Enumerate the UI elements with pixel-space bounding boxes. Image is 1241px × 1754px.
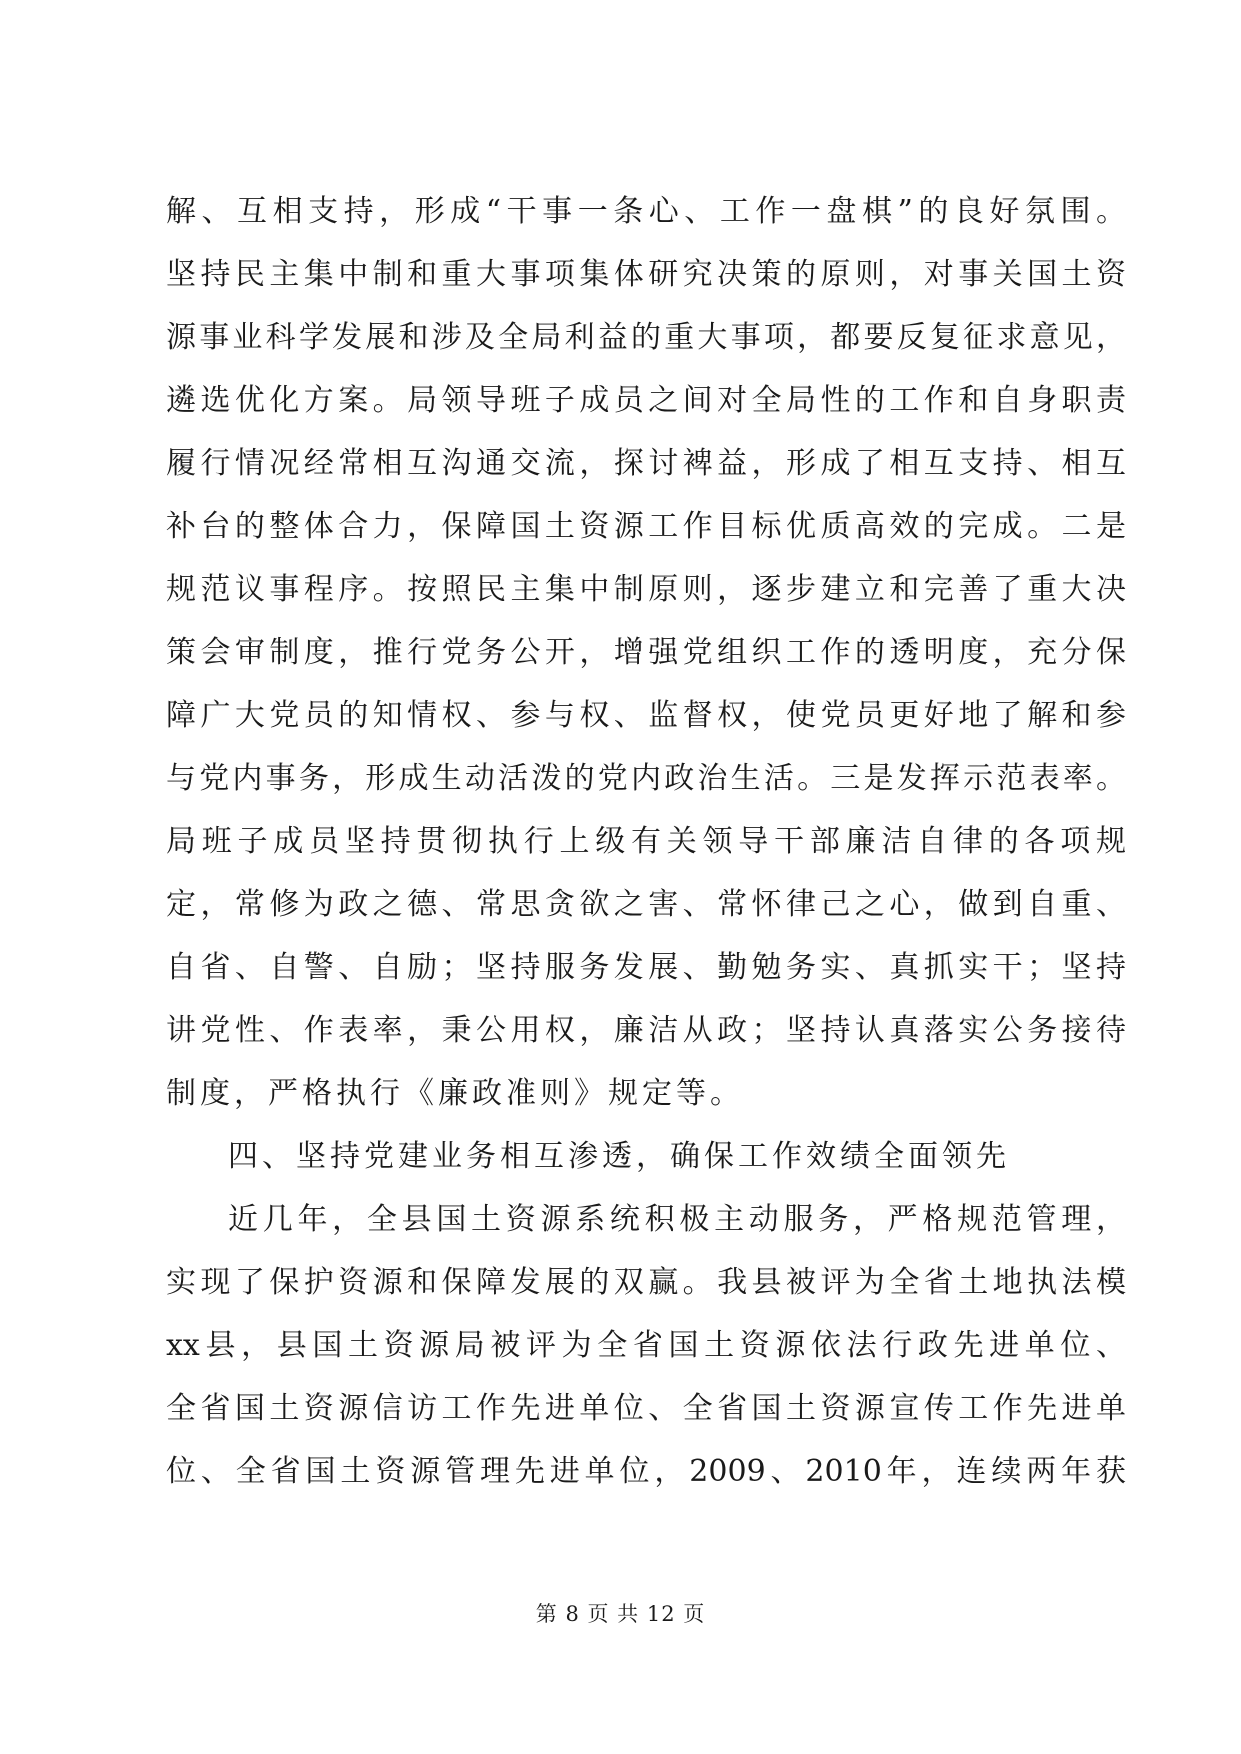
body-line: xx县，县国土资源局被评为全省国土资源依法行政先进单位、 xyxy=(166,1328,1126,1363)
body-line: 实现了保护资源和保障发展的双赢。我县被评为全省土地执法模 xyxy=(166,1265,1126,1300)
body-line: 与党内事务，形成生动活泼的党内政治生活。三是发挥示范表率。 xyxy=(166,761,1126,796)
body-line: 解、互相支持，形成“干事一条心、工作一盘棋”的良好氛围。 xyxy=(166,194,1126,229)
body-line: 遴选优化方案。局领导班子成员之间对全局性的工作和自身职责 xyxy=(166,383,1126,418)
body-line: 全省国土资源信访工作先进单位、全省国土资源宣传工作先进单 xyxy=(166,1391,1126,1426)
body-line: 补台的整体合力，保障国土资源工作目标优质高效的完成。二是 xyxy=(166,509,1126,544)
body-line: 坚持民主集中制和重大事项集体研究决策的原则，对事关国土资 xyxy=(166,257,1126,292)
body-line: 制度，严格执行《廉政准则》规定等。 xyxy=(166,1076,744,1111)
body-line: 规范议事程序。按照民主集中制原则，逐步建立和完善了重大决 xyxy=(166,572,1126,607)
body-line: 自省、自警、自励；坚持服务发展、勤勉务实、真抓实干；坚持 xyxy=(166,950,1126,985)
body-line: 近几年，全县国土资源系统积极主动服务，严格规范管理， xyxy=(228,1202,1126,1237)
body-line: 位、全省国土资源管理先进单位，2009、2010年，连续两年获 xyxy=(166,1454,1126,1489)
body-line: 局班子成员坚持贯彻执行上级有关领导干部廉洁自律的各项规 xyxy=(166,824,1126,859)
page-number-footer: 第 8 页 共 12 页 xyxy=(535,1602,706,1626)
body-line: 履行情况经常相互沟通交流，探讨裨益，形成了相互支持、相互 xyxy=(166,446,1126,481)
body-line: 源事业科学发展和涉及全局利益的重大事项，都要反复征求意见， xyxy=(166,320,1126,355)
body-line: 讲党性、作表率，秉公用权，廉洁从政；坚持认真落实公务接待 xyxy=(166,1013,1126,1048)
body-line: 障广大党员的知情权、参与权、监督权，使党员更好地了解和参 xyxy=(166,698,1126,733)
section-heading: 四、坚持党建业务相互渗透，确保工作效绩全面领先 xyxy=(228,1139,1010,1174)
body-line: 策会审制度，推行党务公开，增强党组织工作的透明度，充分保 xyxy=(166,635,1126,670)
body-line: 定，常修为政之德、常思贪欲之害、常怀律己之心，做到自重、 xyxy=(166,887,1126,922)
